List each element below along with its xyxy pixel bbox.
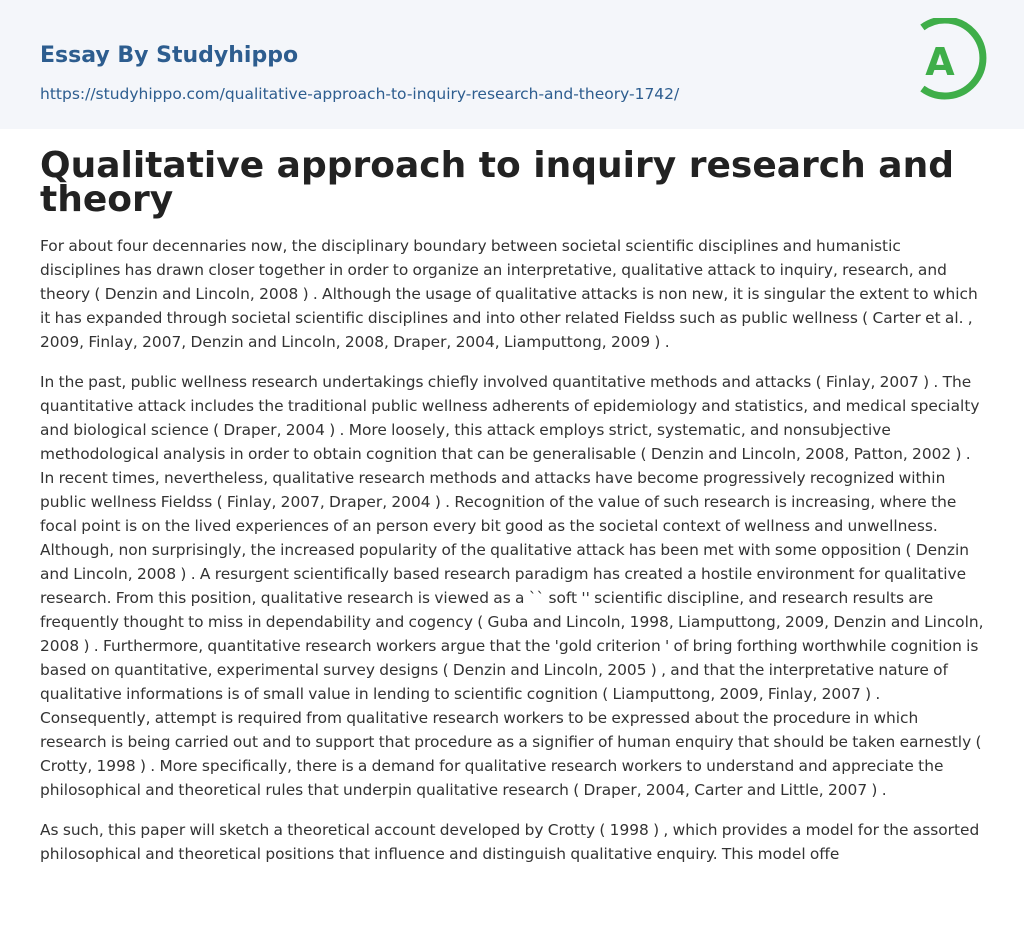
paragraph-3: As such, this paper will sketch a theoretical account developed by Crotty ( 1998 ) , which provides a model for the assorted philosophical and theoretical positions that influence and distinguish qualitative enquiry. This model offe [40,821,980,863]
essay-url-link[interactable]: https://studyhippo.com/qualitative-approach-to-inquiry-research-and-theory-1742/ [40,85,680,103]
page-title: Qualitative approach to inquiry research and theory [40,145,954,220]
site-brand[interactable]: Essay By Studyhippo [40,43,299,68]
paragraph-1: For about four decennaries now, the disciplinary boundary between societal scientific disciplines and humanistic disciplines has drawn closer together in order to organize an interpretative, qualitative attack to inquiry, research, and theory ( Denzin and Lincoln, 2008 ) . Although the usage of qualitative attacks is non new, it is singular the extent to which it has expanded through societal scientific disciplines and into other related Fieldss such as public wellness ( Carter et al. , 2009, Finlay, 2007, Denzin and Lincoln, 2008, Draper, 2004, Liamputtong, 2009 ) . [40,237,978,351]
paragraph-2: In the past, public wellness research undertakings chiefly involved quantitative methods and attacks ( Finlay, 2007 ) . The quantitative attack includes the traditional public wellness adherents of epidemiology and statistics, and medical specialty and biological science ( Draper, 2004 ) . More loosely, this attack employs strict, systematic, and nonsubjective methodological analysis in order to obtain cognition that can be generalisable ( Denzin and Lincoln, 2008, Patton, 2002 ) . In recent times, nevertheless, qualitative research methods and attacks have become progressively recognized within public wellness Fieldss ( Finlay, 2007, Draper, 2004 ) . Recognition of the value of such research is increasing, where the focal point is on the lived experiences of an person every bit good as the societal context of wellness and unwellness. Although, non surprisingly, the increased popularity of the qualitative attack has been met with some opposition ( Denzin and Lincoln, 2008 ) . A resurgent scientifically based research paradigm has created a hostile environment for qualitative research. From this position, qualitative research is viewed as a `` soft '' scientific discipline, and research results are frequently thought to miss in dependability and cogency ( Guba and Lincoln, 1998, Liamputtong, 2009, Denzin and Lincoln, 2008 ) . Furthermore, quantitative research workers argue that the 'gold criterion ' of bring forthing worthwhile cognition is based on quantitative, experimental survey designs ( Denzin and Lincoln, 2005 ) , and that the interpretative nature of qualitative informations is of small value in lending to scientific cognition ( Liamputtong, 2009, Finlay, 2007 ) . Consequently, attempt is required from qualitative research workers to be expressed about the procedure in which research is being carried out and to support that procedure as a signifier of human enquiry that should be taken earnestly ( Crotty, 1998 ) . More specifically, there is a demand for qualitative research workers to understand and appreciate the philosophical and theoretical rules that underpin qualitative research ( Draper, 2004, Carter and Little, 2007 ) . [40,373,984,799]
essay-body [40,234,985,882]
logo-letter: A [925,40,955,84]
